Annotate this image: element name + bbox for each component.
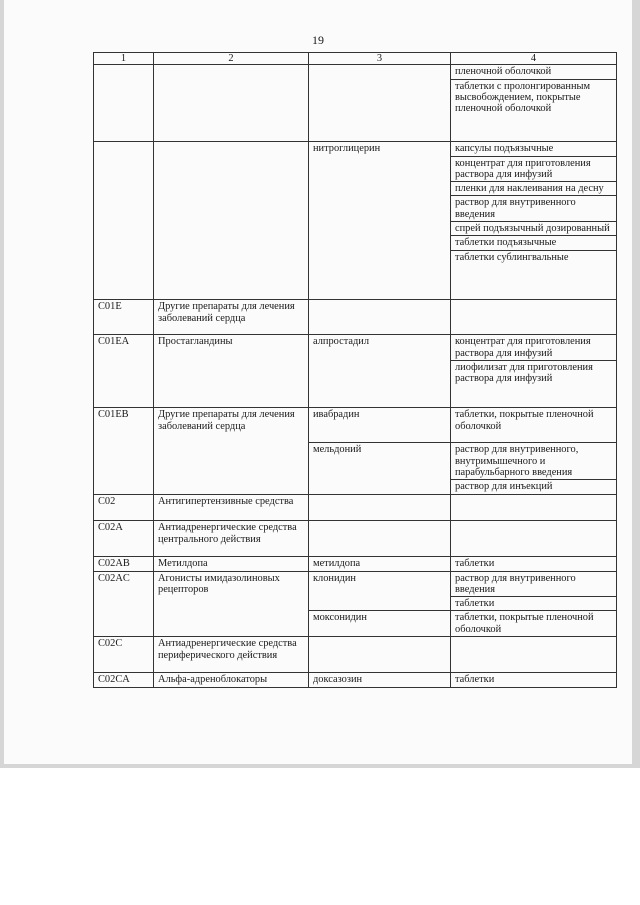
- dosage-form-item: раствор для внутривенного введения: [455, 572, 576, 595]
- drug-name-cell: мельдоний: [309, 443, 451, 495]
- dosage-form-item: спрей подъязычный дозированный: [451, 221, 616, 234]
- pharmacological-group-cell: Антигипертензивные средства: [154, 495, 309, 521]
- dosage-forms-cell: [451, 65, 617, 142]
- drug-name-cell: ивабрадин: [309, 408, 451, 443]
- pharmacological-group-cell: Агонисты имидазолиновых рецепторов: [154, 571, 309, 637]
- atc-code-cell: C02AC: [94, 571, 154, 637]
- atc-code-cell: [94, 142, 154, 300]
- table-row: [94, 521, 617, 557]
- atc-code-cell: C02C: [94, 637, 154, 673]
- drug-name-cell: клонидин: [309, 571, 451, 611]
- drug-name-cell: алпростадил: [309, 335, 451, 408]
- column-header-3: 3: [309, 53, 451, 65]
- dosage-form-item: таблетки, покрытые пленочной оболочкой: [455, 409, 594, 432]
- drug-name-cell: [309, 637, 451, 673]
- dosage-forms-cell: [451, 673, 617, 687]
- dosage-forms-cell: [451, 637, 617, 673]
- dosage-forms-cell: [451, 571, 617, 611]
- pharmacological-group-cell: Другие препараты для лечения заболеваний сердца: [154, 408, 309, 495]
- column-header-4: 4: [451, 53, 617, 65]
- drug-name-cell: моксонидин: [309, 611, 451, 637]
- drug-name-cell: [309, 521, 451, 557]
- pharmacological-group-cell: Альфа-адреноблокаторы: [154, 673, 309, 687]
- dosage-form-item: таблетки: [455, 558, 495, 570]
- table-row: [94, 65, 617, 142]
- dosage-forms-cell: [451, 611, 617, 637]
- table-row: [94, 142, 617, 300]
- dosage-forms-cell: [451, 495, 617, 521]
- column-header-1: 1: [94, 53, 154, 65]
- dosage-form-item: капсулы подъязычные: [455, 143, 554, 155]
- document-page: [4, 0, 632, 764]
- atc-code-cell: C02: [94, 495, 154, 521]
- page-number: 19: [312, 33, 324, 47]
- dosage-form-item: раствор для внутривенного введения: [451, 195, 616, 220]
- table-header-row: [94, 53, 617, 65]
- table-row: [94, 637, 617, 673]
- dosage-form-item: таблетки, покрытые пленочной оболочкой: [455, 612, 594, 635]
- atc-code-cell: C01EA: [94, 335, 154, 408]
- table-row: [94, 335, 617, 408]
- dosage-form-item: таблетки: [451, 596, 616, 609]
- atc-code-cell: C02AB: [94, 557, 154, 571]
- pharmacological-group-cell: Антиадренергические средства центрального действия: [154, 521, 309, 557]
- dosage-forms-cell: [451, 443, 617, 495]
- dosage-form-item: пленочной оболочкой: [455, 66, 552, 78]
- pharmacological-group-cell: Другие препараты для лечения заболеваний сердца: [154, 300, 309, 335]
- pharmacological-group-cell: [154, 142, 309, 300]
- dosage-form-item: пленки для наклеивания на десну: [451, 181, 616, 194]
- pharmacological-group-cell: Простагландины: [154, 335, 309, 408]
- drug-name-cell: [309, 65, 451, 142]
- table-body: [94, 65, 617, 687]
- atc-code-cell: C01E: [94, 300, 154, 335]
- column-header-2: 2: [154, 53, 309, 65]
- table-row: [94, 571, 617, 611]
- pharmacological-group-cell: Антиадренергические средства периферического действия: [154, 637, 309, 673]
- dosage-form-item: таблетки: [455, 674, 495, 686]
- table-row: [94, 495, 617, 521]
- dosage-form-item: раствор для инъекций: [451, 479, 616, 492]
- drug-name-cell: [309, 495, 451, 521]
- pharmacological-group-cell: Метилдопа: [154, 557, 309, 571]
- dosage-forms-cell: [451, 142, 617, 300]
- pharmacological-group-cell: [154, 65, 309, 142]
- dosage-form-item: таблетки подъязычные: [451, 235, 616, 248]
- table-row: [94, 557, 617, 571]
- dosage-forms-cell: [451, 557, 617, 571]
- dosage-forms-cell: [451, 408, 617, 443]
- drug-name-cell: доксазозин: [309, 673, 451, 687]
- dosage-forms-cell: [451, 521, 617, 557]
- atc-code-cell: C02CA: [94, 673, 154, 687]
- dosage-form-item: концентрат для приготовления раствора для инфузий: [451, 156, 616, 181]
- atc-code-cell: C01EB: [94, 408, 154, 495]
- dosage-forms-cell: [451, 300, 617, 335]
- medicines-table: [93, 52, 617, 688]
- drug-name-cell: [309, 300, 451, 335]
- table-row: [94, 408, 617, 443]
- dosage-form-item: таблетки сублингвальные: [451, 250, 616, 263]
- atc-code-cell: [94, 65, 154, 142]
- dosage-form-item: концентрат для приготовления раствора для инфузий: [455, 336, 591, 359]
- drug-name-cell: нитроглицерин: [309, 142, 451, 300]
- dosage-form-item: раствор для внутривенного, внутримышечного и парабульбарного введения: [455, 444, 579, 478]
- atc-code-cell: C02A: [94, 521, 154, 557]
- dosage-form-item: лиофилизат для приготовления раствора для инфузий: [451, 360, 616, 385]
- drug-name-cell: метилдопа: [309, 557, 451, 571]
- dosage-form-item: таблетки с пролонгированным высвобождением, покрытые пленочной оболочкой: [451, 79, 616, 115]
- dosage-forms-cell: [451, 335, 617, 408]
- table-row: [94, 300, 617, 335]
- table-row: [94, 673, 617, 687]
